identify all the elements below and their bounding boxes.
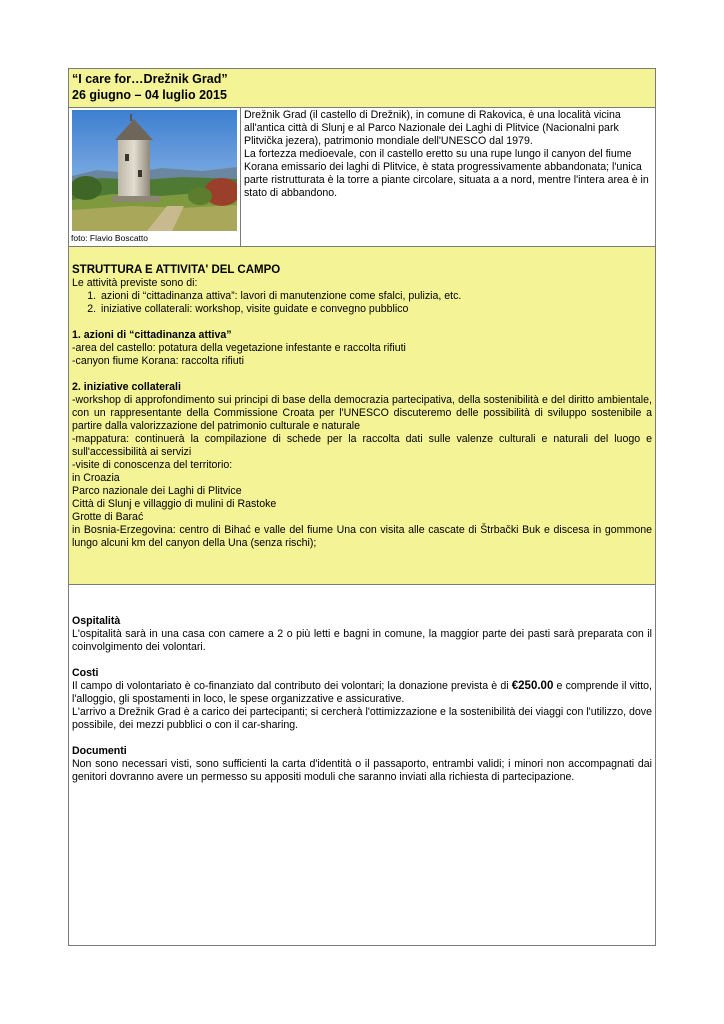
visits-line: -visite di conoscenza del territorio: <box>72 459 233 471</box>
list-item: 1. azioni di “cittadinanza attiva”: lavori di manutenzione come sfalci, pulizia, etc. <box>99 290 652 303</box>
collateral-heading: 2. iniziative collaterali <box>72 381 181 393</box>
civic-actions-heading: 1. azioni di “cittadinanza attiva” <box>72 329 232 341</box>
camp-structure-section <box>69 247 655 585</box>
donation-amount: €250.00 <box>511 680 554 692</box>
bosnia-visit-text: in Bosnia-Erzegovina: centro di Bihać e valle del fiume Una con visita alle cascate di Štrbački Buk e discesa in gommone lungo alcuni km del canyon della Una (senza rischi); <box>72 524 652 549</box>
page-title: “I care for…Drežnik Grad” <box>72 72 228 86</box>
section-heading: STRUTTURA E ATTIVITA' DEL CAMPO <box>72 264 281 276</box>
civic-action-line: -canyon fiume Korana: raccolta rifiuti <box>72 355 244 367</box>
practical-info <box>72 615 652 784</box>
list-item: 2. iniziative collaterali: workshop, visite guidate e convegno pubblico <box>99 303 652 316</box>
castle-tower-photo <box>72 110 237 231</box>
visits-line: in Croazia <box>72 472 120 484</box>
costs-text <box>72 680 652 706</box>
title-header <box>69 69 655 108</box>
costs-heading: Costi <box>72 667 99 679</box>
travel-text: L'arrivo a Drežnik Grad è a carico dei partecipanti; si cercherà l'ottimizzazione e la sostenibilità dei viaggi con l'utilizzo, dove possibile, dei mezzi pubblici o con il car-sharing. <box>72 706 652 731</box>
intro-paragraph: La fortezza medioevale, con il castello eretto su una rupe lungo il canyon del fiume Korana emissario dei laghi di Plitvice, è stata progressivamente abbandonata; l'unica parte ristrutturata è la torre a piante circolare, situata a a nord, mentre l'intera area è in stato di abbandono. <box>244 148 649 199</box>
visits-line: Città di Slunj e villaggio di mulini di Rastoke <box>72 498 277 510</box>
photo-caption: foto: Flavio Boscatto <box>71 233 149 243</box>
hospitality-text: L'ospitalità sarà in una casa con camere a 2 o più letti e bagni in comune, la maggior parte dei pasti sarà preparata con il coinvolgimento dei volontari. <box>72 628 652 653</box>
documents-heading: Documenti <box>72 745 127 757</box>
castle-tower-image <box>72 110 237 231</box>
intro-text <box>244 109 652 200</box>
photo-cell <box>69 107 241 246</box>
documents-text: Non sono necessari visti, sono sufficienti la carta d'identità o il passaporto, entrambi validi; i minori non accompagnati dai genitori dovranno avere un permesso su appositi moduli che saranno inviati alla richiesta di partecipazione. <box>72 758 652 783</box>
intro-paragraph: Drežnik Grad (il castello di Drežnik), in comune di Rakovica, è una località vicina all'antica città di Slunj e al Parco Nazionale dei Laghi di Plitvice (Nacionalni park Plitvička jezera), patrimonio mondiale dell'UNESCO dal 1979. <box>244 109 621 147</box>
intro-row <box>69 107 655 247</box>
visits-line: Parco nazionale dei Laghi di Plitvice <box>72 485 242 497</box>
page-dates: 26 giugno – 04 luglio 2015 <box>72 88 227 102</box>
document-frame <box>68 68 656 946</box>
workshop-text: -workshop di approfondimento sui principi di base della democrazia partecipativa, della sostenibilità e del diritto ambientale, con un rappresentante della Commissione Croata per l'UNESCO discuteremo delle possibilità di sviluppo sostenibile a partire dalla valorizzazione del patrimonio culturale e naturale <box>72 394 652 432</box>
activities-list <box>72 290 652 316</box>
civic-action-line: -area del castello: potatura della vegetazione infestante e raccolta rifiuti <box>72 342 406 354</box>
costs-text-after: e comprende il vitto, l'alloggio, gli spostamenti in loco, le spese organizzative e assicurative. <box>72 680 652 705</box>
activities-lead: Le attività previste sono di: <box>72 277 198 289</box>
costs-text-before: Il campo di volontariato è co-finanziato dal contributo dei volontari; la donazione prevista è di <box>72 680 512 692</box>
visits-line: Grotte di Barać <box>72 511 144 523</box>
hospitality-heading: Ospitalità <box>72 615 121 627</box>
mapping-text: -mappatura: continuerà la compilazione di schede per la raccolta dati sulle valenze culturali e naturali del luogo e sull'accessibilità ai servizi <box>72 433 652 458</box>
